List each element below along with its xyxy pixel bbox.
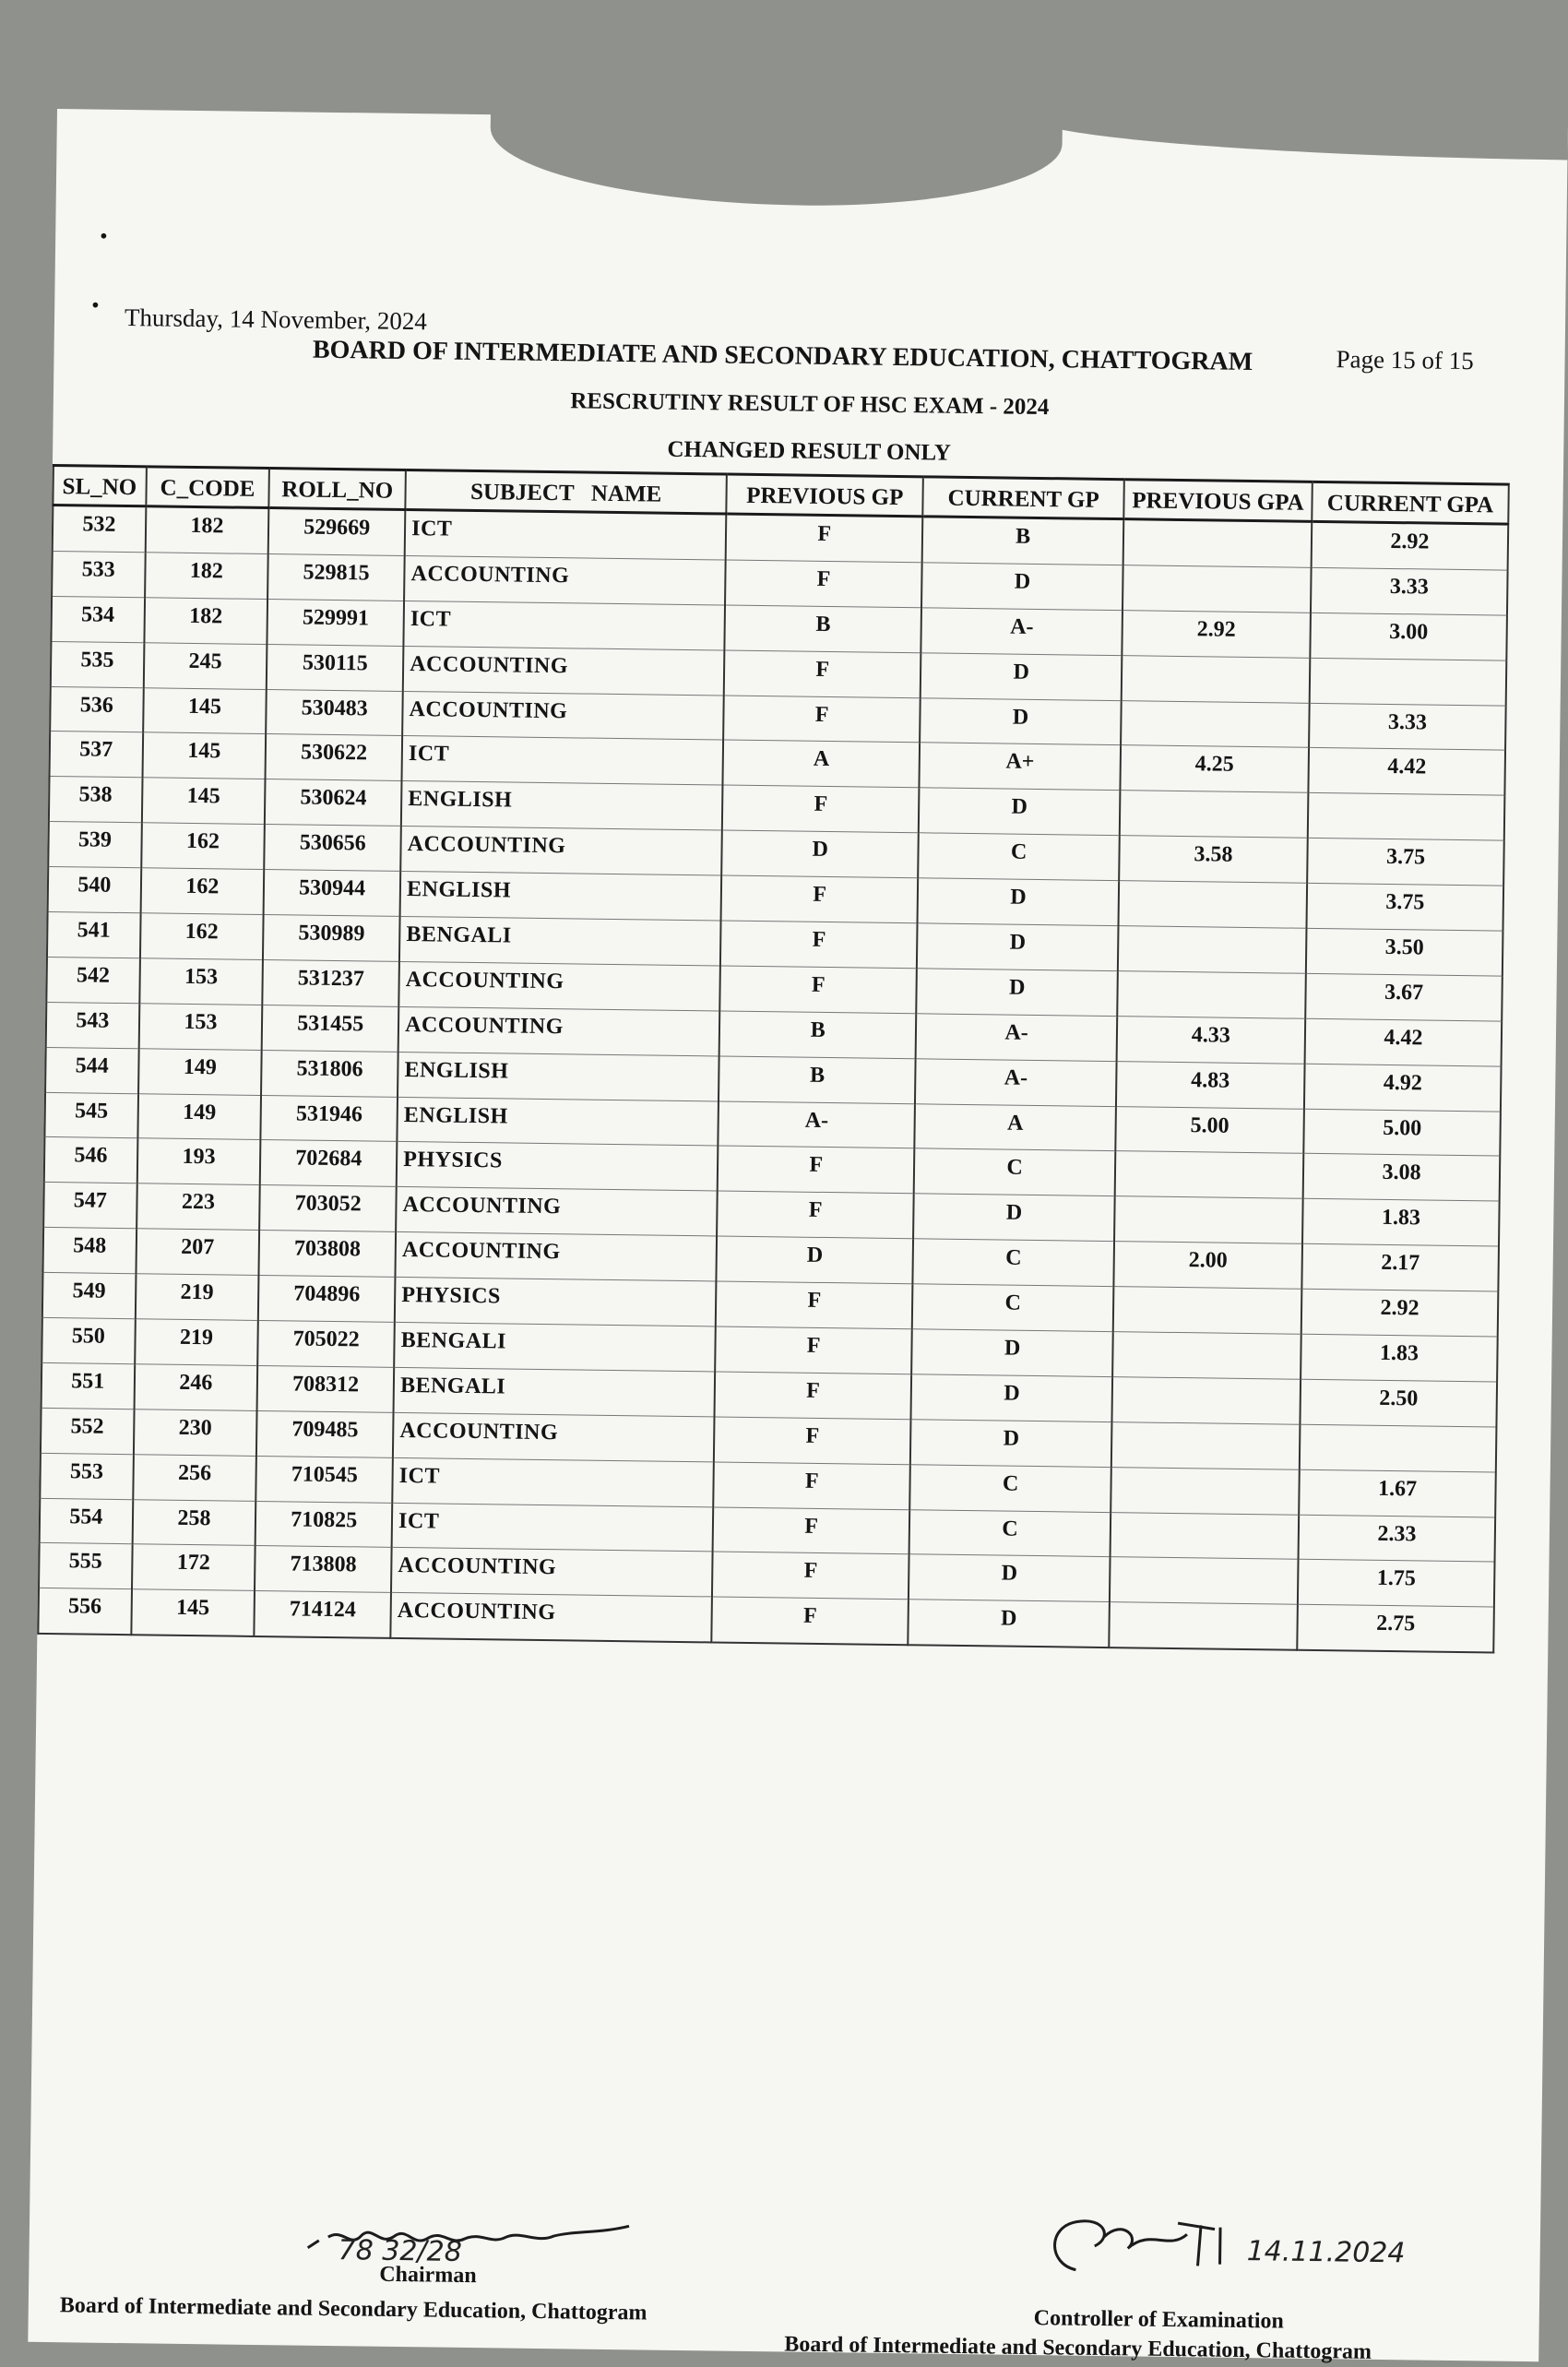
cell-c-code: 149 (137, 1093, 261, 1140)
cell-curr-gp: D (909, 1554, 1110, 1602)
cell-curr-gp: D (910, 1420, 1111, 1468)
cell-roll-no: 714124 (255, 1591, 392, 1638)
cell-c-code: 162 (140, 868, 264, 915)
cell-subject: ENGLISH (398, 1052, 719, 1100)
cell-prev-gpa (1117, 971, 1306, 1019)
cell-roll-no: 530989 (263, 915, 400, 962)
cell-subject: ACCOUNTING (396, 1232, 718, 1281)
cell-sl-no: 552 (41, 1408, 134, 1454)
cell-roll-no: 530656 (264, 825, 401, 872)
cell-subject: BENGALI (394, 1367, 716, 1416)
cell-prev-gpa (1111, 1377, 1301, 1425)
cell-c-code: 145 (131, 1589, 255, 1636)
cell-prev-gpa (1118, 926, 1307, 974)
cell-prev-gpa (1111, 1467, 1300, 1515)
cell-c-code: 162 (141, 823, 265, 870)
cell-roll-no: 531455 (262, 1005, 399, 1052)
cell-roll-no: 530944 (264, 870, 401, 917)
cell-curr-gp: A+ (920, 743, 1121, 791)
cell-curr-gpa: 1.67 (1299, 1469, 1496, 1517)
cell-prev-gp: F (719, 966, 917, 1014)
cell-subject: ACCOUNTING (398, 961, 720, 1010)
board-title: BOARD OF INTERMEDIATE AND SECONDARY EDUCATION, CHATTOGRAM (312, 335, 1253, 376)
cell-curr-gpa (1310, 658, 1507, 706)
cell-c-code: 153 (139, 958, 263, 1005)
cell-curr-gpa: 3.75 (1307, 883, 1504, 931)
cell-roll-no: 530624 (265, 779, 402, 827)
cell-prev-gp: A- (718, 1101, 915, 1149)
cell-curr-gpa: 3.00 (1310, 613, 1507, 660)
stray-mark: • (100, 224, 108, 249)
cell-sl-no: 536 (50, 686, 143, 732)
cell-prev-gp: A (722, 740, 920, 788)
cell-curr-gpa: 2.75 (1297, 1605, 1494, 1653)
cell-curr-gpa: 3.33 (1309, 703, 1506, 751)
cell-roll-no: 703808 (259, 1231, 397, 1278)
cell-roll-no: 531237 (263, 959, 400, 1006)
cell-c-code: 182 (144, 598, 267, 645)
cell-prev-gp: F (712, 1552, 909, 1600)
cell-curr-gp: C (913, 1239, 1114, 1287)
cell-curr-gp: D (921, 652, 1122, 700)
cell-curr-gp: D (909, 1600, 1110, 1647)
cell-prev-gpa (1111, 1421, 1301, 1469)
cell-c-code: 245 (143, 642, 267, 689)
cell-curr-gp: D (911, 1374, 1112, 1422)
cell-subject: BENGALI (399, 916, 721, 965)
cell-curr-gpa: 4.92 (1304, 1064, 1502, 1112)
cell-curr-gpa: 2.92 (1301, 1289, 1499, 1337)
cell-prev-gp: F (725, 560, 922, 608)
cell-c-code: 258 (132, 1499, 255, 1546)
cell-curr-gp: C (909, 1509, 1111, 1557)
cell-prev-gpa (1109, 1602, 1298, 1650)
cell-prev-gpa: 2.92 (1122, 610, 1311, 658)
cell-roll-no: 713808 (255, 1546, 392, 1593)
cell-roll-no: 710825 (255, 1501, 393, 1548)
cell-prev-gp: B (724, 605, 921, 653)
cell-prev-gpa: 5.00 (1115, 1106, 1304, 1154)
cell-roll-no: 530115 (267, 644, 404, 691)
cell-prev-gp: F (716, 1281, 913, 1329)
cell-roll-no: 703052 (259, 1185, 397, 1232)
cell-prev-gp: D (721, 830, 919, 878)
cell-roll-no: 530622 (266, 734, 403, 781)
cell-curr-gp: C (919, 833, 1120, 881)
cell-c-code: 182 (145, 506, 268, 554)
cell-prev-gp: B (719, 1011, 917, 1059)
cell-sl-no: 555 (39, 1543, 132, 1589)
cell-curr-gpa: 2.33 (1299, 1515, 1496, 1563)
cell-subject: ACCOUNTING (404, 555, 726, 604)
col-prev-gp: PREVIOUS GP (726, 474, 923, 517)
cell-curr-gp: D (918, 878, 1119, 926)
cell-subject: ENGLISH (400, 872, 722, 921)
cell-prev-gp: F (715, 1326, 912, 1374)
cell-prev-gpa: 4.25 (1120, 745, 1309, 793)
cell-curr-gpa: 3.33 (1311, 567, 1508, 615)
cell-sl-no: 544 (45, 1047, 138, 1093)
cell-curr-gpa: 3.50 (1306, 928, 1503, 976)
col-roll-no: ROLL_NO (269, 469, 406, 510)
cell-subject: ACCOUNTING (400, 827, 722, 875)
cell-subject: ICT (402, 736, 724, 785)
cell-c-code: 230 (134, 1409, 257, 1457)
col-sl-no: SL_NO (53, 465, 146, 506)
cell-prev-gp: F (724, 650, 921, 698)
cell-subject: ACCOUNTING (396, 1187, 718, 1236)
cell-subject: ACCOUNTING (402, 691, 724, 740)
cell-curr-gpa: 3.67 (1305, 973, 1503, 1021)
cell-c-code: 193 (137, 1138, 260, 1185)
cell-roll-no: 709485 (256, 1410, 394, 1457)
chairman-board: Board of Intermediate and Secondary Education, Chattogram (59, 2293, 647, 2325)
cell-curr-gp: A (915, 1103, 1116, 1151)
cell-roll-no: 704896 (258, 1276, 396, 1323)
cell-sl-no: 554 (40, 1498, 133, 1544)
cell-prev-gpa: 3.58 (1119, 836, 1308, 884)
chairman-signature-text: 78 32/28 (338, 2234, 463, 2268)
cell-sl-no: 546 (44, 1137, 137, 1184)
cell-sl-no: 533 (52, 551, 145, 597)
cell-prev-gp: F (713, 1507, 910, 1555)
cell-prev-gp: F (717, 1191, 914, 1239)
cell-curr-gp: C (914, 1148, 1115, 1196)
cell-curr-gpa: 4.42 (1305, 1018, 1503, 1066)
cell-subject: ICT (404, 601, 726, 649)
cell-c-code: 162 (140, 913, 264, 960)
stray-mark: • (91, 293, 100, 318)
cell-curr-gp: A- (916, 1014, 1117, 1062)
cell-curr-gpa: 1.83 (1301, 1334, 1498, 1382)
cell-prev-gp: D (716, 1236, 913, 1284)
cell-sl-no: 543 (46, 1002, 139, 1048)
cell-sl-no: 545 (44, 1092, 137, 1138)
cell-sl-no: 553 (40, 1453, 133, 1499)
cell-curr-gpa: 1.75 (1298, 1560, 1495, 1608)
cell-sl-no: 550 (42, 1317, 135, 1363)
cell-prev-gp: F (722, 785, 920, 833)
cell-c-code: 145 (143, 687, 267, 734)
report-title: RESCRUTINY RESULT OF HSC EXAM - 2024 (570, 388, 1050, 421)
cell-prev-gp: F (713, 1462, 910, 1510)
cell-subject: ENGLISH (401, 781, 723, 830)
cell-curr-gpa: 2.92 (1312, 521, 1509, 570)
cell-roll-no: 531946 (261, 1095, 398, 1142)
torn-edge (490, 109, 1063, 208)
cell-c-code: 182 (145, 553, 268, 600)
col-c-code: C_CODE (146, 467, 269, 508)
cell-curr-gpa (1308, 793, 1505, 841)
cell-curr-gp: D (919, 788, 1120, 836)
cell-prev-gp: F (718, 1146, 915, 1194)
controller-label: Controller of Examination (1033, 2306, 1285, 2334)
torn-edge-right (1025, 116, 1567, 161)
cell-prev-gpa (1114, 1151, 1303, 1199)
cell-prev-gpa (1123, 565, 1312, 613)
cell-roll-no: 710545 (255, 1456, 393, 1503)
cell-prev-gpa (1110, 1557, 1299, 1605)
cell-curr-gpa: 1.83 (1302, 1199, 1500, 1247)
cell-curr-gp: A- (915, 1058, 1116, 1106)
controller-board: Board of Intermediate and Secondary Education, Chattogram (784, 2332, 1372, 2364)
cell-sl-no: 532 (53, 505, 146, 552)
cell-sl-no: 540 (48, 867, 141, 913)
chairman-label: Chairman (379, 2262, 477, 2289)
cell-sl-no: 541 (47, 911, 140, 958)
cell-curr-gp: A- (921, 608, 1123, 656)
cell-prev-gp: B (719, 1056, 916, 1104)
cell-subject: ACCOUNTING (391, 1548, 713, 1597)
cell-c-code: 172 (132, 1544, 255, 1591)
cell-prev-gpa (1121, 700, 1310, 748)
cell-roll-no: 529669 (268, 508, 406, 556)
cell-subject: ICT (405, 509, 727, 559)
cell-sl-no: 549 (42, 1273, 136, 1319)
cell-sl-no: 537 (50, 732, 143, 778)
page-number: Page 15 of 15 (1336, 345, 1474, 375)
cell-c-code: 256 (133, 1454, 256, 1501)
document-sheet (28, 109, 1568, 2364)
cell-roll-no: 530483 (266, 689, 403, 736)
cell-roll-no: 702684 (260, 1140, 398, 1187)
cell-curr-gpa: 3.08 (1303, 1154, 1501, 1202)
cell-prev-gpa (1120, 791, 1309, 839)
cell-prev-gpa (1112, 1332, 1301, 1380)
cell-prev-gp: F (714, 1417, 911, 1465)
cell-c-code: 207 (136, 1229, 259, 1276)
controller-signature-date: 14.11.2024 (1246, 2235, 1406, 2270)
controller-signature (1039, 2208, 1252, 2276)
cell-sl-no: 535 (51, 641, 144, 687)
cell-prev-gpa (1122, 655, 1311, 703)
cell-prev-gp: F (715, 1372, 912, 1420)
cell-subject: ENGLISH (398, 1097, 719, 1146)
cell-prev-gp: F (720, 921, 918, 969)
cell-subject: ACCOUNTING (403, 646, 725, 695)
cell-subject: PHYSICS (397, 1142, 719, 1191)
cell-curr-gp: C (910, 1464, 1111, 1512)
cell-c-code: 223 (137, 1184, 260, 1231)
cell-c-code: 149 (138, 1048, 262, 1095)
cell-prev-gpa (1123, 519, 1312, 568)
cell-curr-gp: B (922, 517, 1123, 565)
cell-c-code: 145 (142, 732, 266, 779)
cell-sl-no: 542 (46, 957, 139, 1003)
cell-roll-no: 529815 (267, 553, 405, 601)
cell-curr-gpa: 5.00 (1303, 1109, 1501, 1157)
cell-prev-gpa (1110, 1512, 1299, 1560)
cell-prev-gpa (1118, 881, 1307, 929)
cell-curr-gpa: 2.50 (1301, 1379, 1498, 1427)
cell-sl-no: 548 (42, 1228, 136, 1274)
cell-prev-gp: F (721, 875, 919, 923)
cell-roll-no: 708312 (257, 1365, 395, 1412)
cell-c-code: 219 (135, 1274, 258, 1321)
cell-curr-gp: D (921, 563, 1123, 611)
cell-curr-gpa: 4.42 (1308, 748, 1505, 796)
cell-c-code: 153 (138, 1004, 262, 1051)
cell-prev-gp: F (711, 1597, 909, 1645)
cell-sl-no: 556 (38, 1588, 131, 1635)
cell-curr-gp: D (917, 969, 1118, 1017)
cell-sl-no: 547 (43, 1183, 137, 1229)
cell-roll-no: 705022 (257, 1320, 395, 1367)
cell-c-code: 246 (134, 1364, 257, 1411)
cell-prev-gpa (1113, 1287, 1302, 1335)
cell-subject: BENGALI (394, 1322, 716, 1371)
cell-prev-gp: F (723, 696, 921, 743)
cell-curr-gp: C (912, 1284, 1113, 1332)
cell-subject: ACCOUNTING (398, 1006, 720, 1055)
cell-curr-gpa: 2.17 (1301, 1244, 1499, 1292)
col-subject: SUBJECT NAME (405, 470, 726, 514)
cell-prev-gpa (1114, 1196, 1303, 1244)
cell-roll-no: 531806 (261, 1050, 398, 1097)
cell-curr-gp: D (913, 1194, 1114, 1242)
cell-c-code: 219 (135, 1319, 258, 1366)
cell-sl-no: 534 (51, 596, 144, 642)
cell-subject: ACCOUNTING (393, 1412, 715, 1461)
cell-sl-no: 551 (42, 1362, 135, 1409)
cell-curr-gpa: 3.75 (1307, 839, 1504, 886)
cell-sl-no: 539 (48, 822, 141, 868)
cell-subject: ICT (392, 1457, 714, 1506)
cell-sl-no: 538 (49, 777, 142, 823)
results-table (37, 464, 1509, 1654)
cell-subject: ACCOUNTING (390, 1593, 712, 1643)
print-date: Thursday, 14 November, 2024 (124, 303, 428, 336)
cell-curr-gp: D (917, 923, 1118, 971)
cell-subject: PHYSICS (395, 1278, 717, 1326)
cell-curr-gp: D (912, 1329, 1113, 1377)
col-curr-gp: CURRENT GP (923, 477, 1124, 519)
cell-prev-gpa: 4.33 (1116, 1016, 1305, 1064)
cell-prev-gpa: 4.83 (1116, 1061, 1305, 1109)
col-prev-gpa: PREVIOUS GPA (1123, 480, 1313, 522)
cell-curr-gpa (1300, 1424, 1497, 1472)
cell-subject: ICT (392, 1503, 714, 1552)
cell-roll-no: 529991 (267, 599, 405, 646)
cell-prev-gpa: 2.00 (1113, 1242, 1302, 1290)
report-note: CHANGED RESULT ONLY (667, 436, 952, 466)
table-body (38, 505, 1508, 1652)
col-curr-gpa: CURRENT GPA (1312, 482, 1508, 524)
cell-prev-gp: F (726, 514, 923, 563)
cell-c-code: 145 (142, 778, 266, 825)
cell-curr-gp: D (920, 697, 1121, 745)
